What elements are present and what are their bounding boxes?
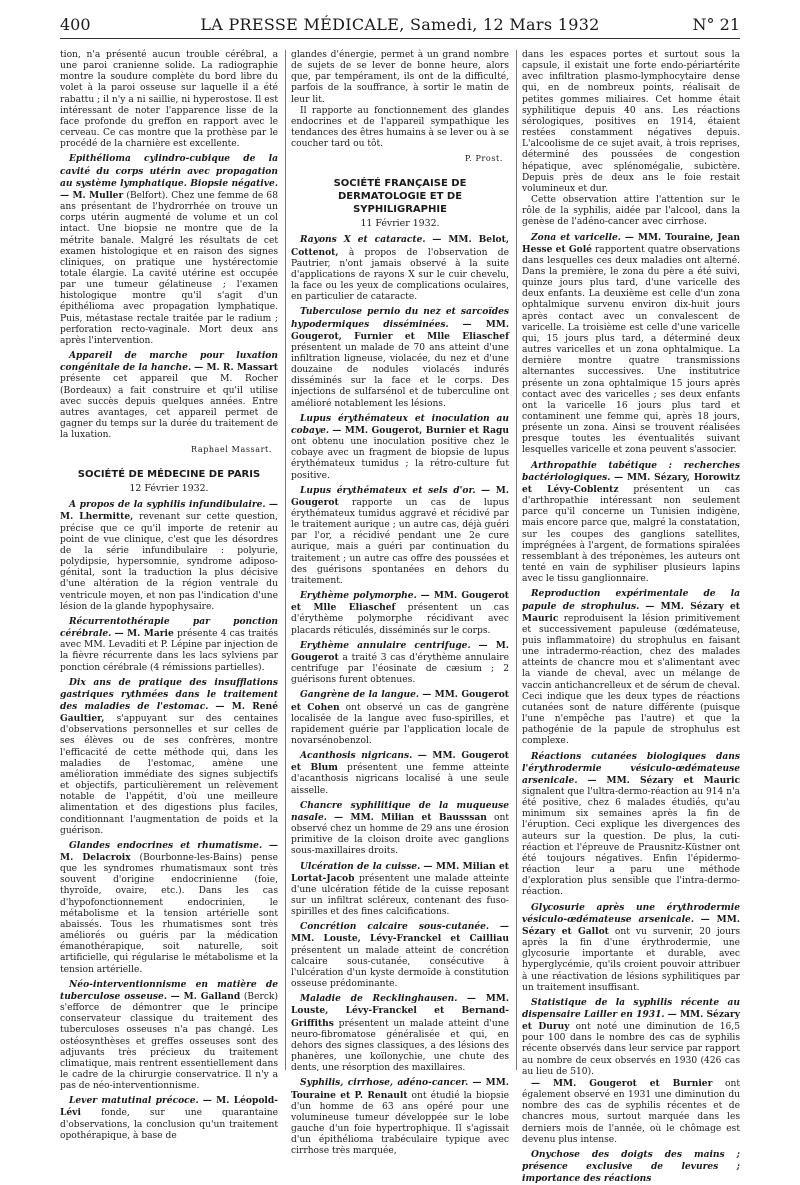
report-entry — [522, 1149, 740, 1185]
report-entry — [522, 1078, 740, 1146]
report-entry — [60, 499, 278, 613]
report-text: reproduisent la lésion primitivement et successivement papuleuse (œdémateuse, puis inflammatoire) du strophulus en faisant une intradermo-réaction, chez des malades atteints de chancre mou et s'alimentant avec la viande de cheval, avec un mélange de vaccin antichancrelleux et de sérum de cheval. Ceci indique que les deux types de réactions cutanées sont de nature différente (puisque l'une n'empêche pas l'autre) et que la pathogénie de la papule de strophulus est complexe. — [522, 613, 740, 747]
report-title: Lupus érythémateux et inoculation au cobaye. — [291, 412, 509, 436]
report-entry — [291, 413, 509, 482]
report-authors: — M. Lhermitte, — [60, 499, 278, 523]
report-title: Reproduction expérimentale de la papule de strophulus. — [522, 588, 740, 612]
report-title: Ulcération de la cuisse. — [300, 860, 421, 872]
report-entry — [60, 1095, 278, 1142]
report-text: fonde, sur une quarantaine d'observations, la conclusion qu'un traitement opothérapique, à base de — [60, 1108, 278, 1141]
report-text: s'appuyant sur des centaines d'observations personnelles et sur celles de ses élèves ou de ses confrères, montre l'efficacité de cette méthode qui, dans les maladies de l'estomac, amène une amélioration immédiate des signes subjectifs et objectifs, particulièrement un relèvement notable de l'appétit, d'où une meilleure alimentation et des digestions plus faciles, conditionnant l'augmentation de poids et la guérison. — [60, 714, 278, 836]
report-text: présentent un cas d'érythème polymorphe récidivant avec placards réticulés, disséminés sur le corps. — [291, 603, 509, 636]
report-title: Zona et varicelle. — [531, 231, 621, 243]
report-authors: — MM. Touraine, Jean Hesse et Golé — [522, 231, 740, 255]
report-text: revenant sur cette question, précise que ce qu'il importe de retenir au point de vue clinique, c'est que les désordres de la série infundibulaire : polyurie, polydipsie, hypersomnie, syndrome adiposo-génital, sont la traduction la plus décisive d'une altération de la région ventrale du ventricule moyen, et non pas l'indication d'une lésion de la glande hypophysaire. — [60, 512, 278, 612]
report-entry — [291, 800, 509, 858]
section-date: 11 Février 1932. — [360, 218, 440, 230]
report-authors: — MM. Belot, Cottenot, — [291, 234, 509, 258]
report-authors: — M. R. Massart — [194, 362, 278, 374]
report-entry — [522, 997, 740, 1078]
page-number: 400 — [60, 15, 91, 34]
report-entry — [60, 677, 278, 837]
report-entry — [291, 590, 509, 637]
report-authors: — M. René Gaultier, — [60, 700, 278, 725]
report-title: Néo-interventionnisme en matière de tuberculose osseuse. — [60, 978, 278, 1002]
report-title: Acanthosis nigricans. — [300, 750, 413, 762]
report-title: Récurrentothérapie par ponction cérébrale. — [60, 615, 278, 640]
report-authors: — M. Gougerot — [291, 484, 509, 508]
report-text: signalent que l'ultra-dermo-réaction au 914 n'a été positive, chez 6 malades étudiés, qu'au minimum six semaines après la fin de l'éruption. Ceci explique les divergences des auteurs sur la question. De plus, la cuti-réaction et l'épreuve de Prausnitz-Küstner ont été toujours négatives. Enfin l'épidermo-réaction leur a paru une méthode d'exploration plus sensible que l'intra-dermo-réaction. — [522, 787, 740, 898]
journal-title: LA PRESSE MÉDICALE, Samedi, 12 Mars 1932 — [200, 15, 600, 34]
report-text: présentent une femme atteinte d'acanthosis nigricans localisé à une seule aisselle. — [291, 763, 509, 796]
report-authors: — MM. Milian et Bausssan — [334, 811, 487, 823]
report-authors: — MM. Milian et Lortat-Jacob — [291, 860, 509, 884]
report-text: (Berck) s'efforce de démontrer que le principe conservateur classique du traitement des tuberculoses osseuses n'a pas changé. Les ostéosynthèses et greffes osseuses sont des adjuvants très précieux du traitement climatique, mais rentrent essentiellement dans le cadre de la chirurgie conservatrice. Il n'y a pas de néo-interventionnisme. — [60, 991, 278, 1092]
report-title: Chancre syphilitique de la muqueuse nasale. — [291, 799, 509, 823]
report-text: ont observé un cas de gangrène localisée de la langue avec fuso-spirilles, et rapidement guérie par l'application locale de novarsénobenzol. — [291, 702, 509, 746]
report-text: ont noté une diminution de 16,5 pour 100 dans le nombre des cas de syphilis récente observés dans leur service par rapport au nombre de ceux observés en 1930 (426 cas au lieu de 510). — [522, 1022, 740, 1077]
report-text: ont étudié la biopsie d'un homme de 63 ans opéré pour une volumineuse tumeur développée sur le lobe gauche d'un foie hypertrophique. Il s'agissait d'un épithélioma trabéculaire typique avec cirrhose très marquée, — [291, 1090, 509, 1157]
report-authors: — M. Léopold-Lévi — [60, 1095, 278, 1119]
report-authors: — MM. Sézary et Mauric — [522, 600, 740, 624]
report-authors: — MM. Gougerot, Furnier et Mlle Eliaschef — [291, 318, 509, 342]
report-entry — [60, 840, 278, 976]
column-2 — [291, 50, 509, 1157]
report-entry — [60, 616, 278, 674]
report-authors: — MM. Sézary et Gallot — [522, 913, 740, 937]
report-entry — [291, 689, 509, 747]
column-divider — [516, 50, 517, 1070]
column-3 — [522, 50, 740, 1185]
report-entry — [522, 751, 740, 899]
report-title: Maladie de Recklinghausen. — [300, 993, 458, 1005]
report-authors: — MM. Sézary et Duruy — [522, 1008, 740, 1033]
report-entry — [291, 921, 509, 990]
report-text: présentent une malade atteinte d'une ulcération fétide de la cuisse reposant sur un infiltrat scléreux, contenant des fuso-spirilles et des fines calcifications. — [291, 873, 509, 918]
continued-text: dans les espaces portes et surtout sous la capsule, il existait une forte endo-périartérite avec infiltration plasmo-lymphocytaire dense qui, en de nombreux points, réalisait de petites gommes miliaires. Cet homme était syphilitique depuis 40 ans. Les réactions sérologiques, positives en 1914, étaient restées constamment négatives depuis. L'alcoolisme de ce sujet avait, à trois reprises, déterminé des poussées de congestion hépatique, avec splénomégalie, subictère. Depuis près de deux ans le foie restait volumineux et dur. — [522, 50, 740, 194]
continued-text: Il rapporte au fonctionnement des glandes endocrines et de l'appareil sympathique les tendances des êtres humains à se lever ou à se coucher tard ou tôt. — [291, 105, 509, 150]
report-title: Réactions cutanées biologiques dans l'érythrodermie vésiculo-œdémateuse arsenicale. — [522, 750, 740, 786]
report-entry — [291, 1077, 509, 1157]
report-text: ont également observé en 1931 une diminution du nombre des cas de syphilis récentes et de chancres mous, surtout marquée dans les derniers mois de l'année, où le chômage est devenu plus intense. — [522, 1078, 740, 1145]
report-text: présentent un malade atteint de concrétion calcaire sous-cutanée, consécutive à l'ulcération d'un kyste dermoïde à constitution osseuse prédominante. — [291, 945, 509, 990]
report-title: Erythème polymorphe. — [300, 590, 417, 602]
report-title: Arthropathie tabétique : recherches bactériologiques. — [522, 459, 740, 483]
report-authors: — MM. Sézary, Horowitz et Lévy-Coblentz — [522, 471, 740, 495]
report-authors: — MM. Gougerot et Mlle Eliaschef — [291, 590, 509, 614]
report-text: (Belfort). Chez une femme de 68 ans présentant de l'hydrorrhée on trouve un corps utérin augmenté de volume et un col intact. Une biopsie ne montre que de la métrite banale. Malgré les résultats de cet examen histologique et en raison des signes cliniques, on pratique une hystérectomie totale élargie. La cavité utérine est occupée par une tumeur gélatineuse ; l'examen histologique montre qu'il s'agit d'un épithélioma avec propagation lymphatique. Puis, métastase rectale traitée par le radium ; perforation recto-vaginale. Mort deux ans après l'intervention. — [60, 190, 278, 346]
report-authors: — M. Galland — [170, 990, 241, 1002]
report-entry — [291, 234, 509, 303]
report-title: A propos de la syphilis infundibulaire. — [69, 499, 266, 511]
column-divider — [285, 50, 286, 1070]
report-entry — [291, 485, 509, 587]
report-entry — [60, 350, 278, 441]
report-text: rapporte un cas de lupus érythémateux tumidus aggravé et récidivé par le traitement aurique ; un autre cas, déjà guéri par l'or, a récidivé pendant une 2e cure aurique, mais a guéri par continuation du traitement ; un autre cas offre des poussées et des guérisons spontanées en dehors du traitement. — [291, 497, 509, 586]
report-entry — [291, 306, 509, 409]
report-entry — [291, 861, 509, 919]
report-entry — [291, 993, 509, 1074]
section-date: 12 Février 1932. — [129, 483, 209, 495]
report-title: Appareil de marche pour luxation congénitale de la hanche. — [60, 350, 278, 374]
header-rule — [60, 38, 740, 39]
report-authors: — MM. Gougerot, Burnier et Ragu — [332, 424, 509, 436]
report-entry — [60, 153, 278, 347]
report-entry — [522, 902, 740, 994]
report-text: (Bourbonne-les-Bains) pense que les syndromes rhumatismaux sont très souvent d'origine endocrinienne (foie, thyroïde, ovaire, etc.). Dans les cas d'hypofonctionnement endocrinien, le métabolisme et la tension artérielle sont abaissés. Tous les rhumatismes sont très améliorés ou guéris par la médication émanothérapique, soit naturelle, soit artificielle, qui régularise le métabolisme et la tension artérielle. — [60, 853, 278, 975]
section-heading: SOCIÉTÉ FRANÇAISE DE DERMATOLOGIE ET DE SYPHILIGRAPHIE — [333, 178, 467, 216]
report-authors: — MM. Gougerot et Burnier — [531, 1077, 713, 1089]
report-text: a traité 3 cas d'érythème annulaire centrifuge par l'éosinate de cæsium ; 2 guérisons furent obtenues. — [291, 652, 509, 686]
column-1 — [60, 50, 278, 1141]
report-text: présentent un malade atteint d'une neuro-fibromatose généralisée et qui, en dehors des signes classiques, a des lésions des phanères, une koïlonychie, une chute des dents, une résorption des maxillaires. — [291, 1018, 509, 1074]
report-title: Concrétion calcaire sous-cutanée. — [300, 921, 490, 933]
signature: Raphael Massart. — [191, 445, 272, 455]
continued-text: glandes d'énergie, permet à un grand nombre de sujets de se lever de bonne heure, alors que, par tempérament, ils ont de la difficulté, parfois de la souffrance, à sortir le matin de leur lit. — [291, 50, 509, 105]
report-text: ont vu survenir, 20 jours après la fin d'une érythrodermie, une glycosurie importante et durable, avec hyperglycémie, qu'ils croient pouvoir attribuer à une réactivation de lésions syphilitiques par un traitement insuffisant. — [522, 926, 740, 993]
report-authors: — M. Marie — [114, 628, 174, 640]
report-title: Tuberculose pernio du nez et sarcoïdes hypodermiques disséminées. — [291, 306, 509, 330]
continued-text: Cette observation attire l'attention sur le rôle de la syphilis, aidée par l'alcool, dans la genèse de l'adéno-cancer avec cirrhose. — [522, 195, 740, 228]
report-text: présente 4 cas traités avec MM. Levaditi et P. Lépine par injection de la fièvre récurrente dans les lacs sylviens par ponction cérébrale (4 rémissions partielles). — [60, 629, 278, 673]
report-authors: — MM. Louste, Lévy-Franckel et Cailliau — [291, 921, 509, 945]
report-text: présente cet appareil que M. Rocher (Bordeaux) a fait construire et qu'il utilise avec succès depuis quelques années. Entre autres avantages, cet appareil permet de gagner du temps sur la durée du traitement de la luxation. — [60, 374, 278, 441]
report-entry — [60, 979, 278, 1093]
report-text: rapportent quatre observations dans lesquelles ces deux maladies ont alterné. Dans la première, le zona du père a été suivi, quinze jours plus tard, d'une varicelle des deux enfants. La deuxième est celle d'un zona ophtalmique survenu environ dix-huit jours après contact avec un convalescent de varicelle. La troisième est celle d'une varicelle qui, 15 jours plus tard, a déterminé deux autres varicelles et un zona ophtalmique. La dernière montre quatre transmissions alternantes successives. Une institutrice présente un zona ophtalmique 15 jours après contact avec des varicelles ; ses deux enfants ont la varicelle 16 jours plus tard et contaminent une femme qui, après 18 jours, présente un zona. Ainsi se trouvent réalisées presque toutes les éventualités suivant lesquelles varicelle et zona peuvent s'associer. — [522, 244, 740, 456]
report-authors: — MM. Touraine et P. Renault — [291, 1077, 509, 1101]
signature: P. Prost. — [464, 154, 503, 164]
report-title: Dix ans de pratique des insufflations gastriques rythmées dans le traitement des maladies de l'estomac. — [60, 676, 278, 712]
issue-number: N° 21 — [692, 15, 740, 34]
report-title: Lupus érythémateux et sels d'or. — [300, 484, 476, 496]
report-text: ont observé chez un homme de 29 ans une érosion primitive de la cloison droite avec ganglions sous-maxillaires droits. — [291, 812, 509, 857]
report-title: Syphilis, cirrhose, adéno-cancer. — [300, 1077, 469, 1089]
report-entry — [291, 750, 509, 797]
report-title: Lever matutinal précoce. — [69, 1095, 199, 1107]
report-authors: — M. Delacroix — [60, 839, 278, 863]
report-entry — [291, 640, 509, 687]
report-authors: — M. Muller — [60, 189, 124, 201]
report-text: ont obtenu une inoculation positive chez le cobaye avec un fragment de biopsie de lupus érythémateux tumidus ; la rétro-culture fut positive. — [291, 437, 509, 481]
report-title: Erythème annulaire centrifuge. — [300, 639, 471, 651]
report-text: à propos de l'observation de Pautrier, n'ont jamais observé à la suite d'applications de rayons X sur le cuir chevelu, la face ou les yeux de complications oculaires, en particulier de cataracte. — [291, 247, 509, 303]
report-title: Epithélioma cylindro-cubique de la cavité du corps utérin avec propagation au système lymphatique. Biopsie négative. — [60, 153, 278, 189]
report-title: Glandes endocrines et rhumatisme. — [69, 839, 263, 851]
report-title: Glycosurie après une érythrodermie vésiculo-œdémateuse arsenicale. — [522, 901, 740, 925]
report-authors: — MM. Sézary et Mauric — [587, 774, 740, 786]
report-authors: — MM. Louste, Lévy-Franckel et Bernand-Griffiths — [291, 993, 509, 1029]
report-title: Statistique de la syphilis récente au dispensaire Lailler en 1931. — [522, 996, 740, 1020]
report-title: Onychose des doigts des mains ; présence exclusive de levures ; importance des réactions — [522, 1148, 740, 1185]
report-authors: — MM. Gougerot et Blum — [291, 750, 509, 774]
report-text: présentent un malade de 70 ans atteint d'une infiltration ligneuse, violacée, du nez et d'une douzaine de nodules violacés indurés disséminés sur la face et le corps. Des injections de sulfarsénol et de tuberculine ont amélioré notablement les lésions. — [291, 342, 509, 409]
continued-text: tion, n'a présenté aucun trouble cérébral, a une paroi cranienne solide. La radiographie montre la soudure complète du bord libre du volet à la paroi osseuse sur laquelle il a été rabattu ; il n'y a ni saillie, ni hyperostose. Il est intéressant de noter l'apparence lisse de la face profonde du greffon en rapport avec le cerveau. Ce cas montre que la prothèse par le procédé de la charnière est excellente. — [60, 50, 278, 150]
report-authors: — M. Gougerot — [291, 639, 509, 663]
report-entry — [522, 460, 740, 586]
section-heading: SOCIÉTÉ DE MÉDECINE DE PARIS — [77, 469, 261, 481]
report-entry — [522, 588, 740, 747]
report-authors: — MM. Gougerot et Cohen — [291, 689, 509, 713]
report-title: Gangrène de la langue. — [300, 689, 420, 701]
report-entry — [522, 232, 740, 457]
page-header — [60, 15, 740, 37]
report-text: présentent un cas d'arthropathie intéressant non seulement parce qu'il concerne un Tunisien indigène, mais encore parce que, malgré la constatation, sur les coupes des ganglions satellites, imprégnées à l'argent, de formations spiralées ressemblant à des tréponèmes, les auteurs ont tenté en vain de syphiliser plusieurs lapins avec le tissu ganglionnaire. — [522, 484, 740, 585]
report-title: Rayons X et cataracte. — [300, 234, 426, 246]
